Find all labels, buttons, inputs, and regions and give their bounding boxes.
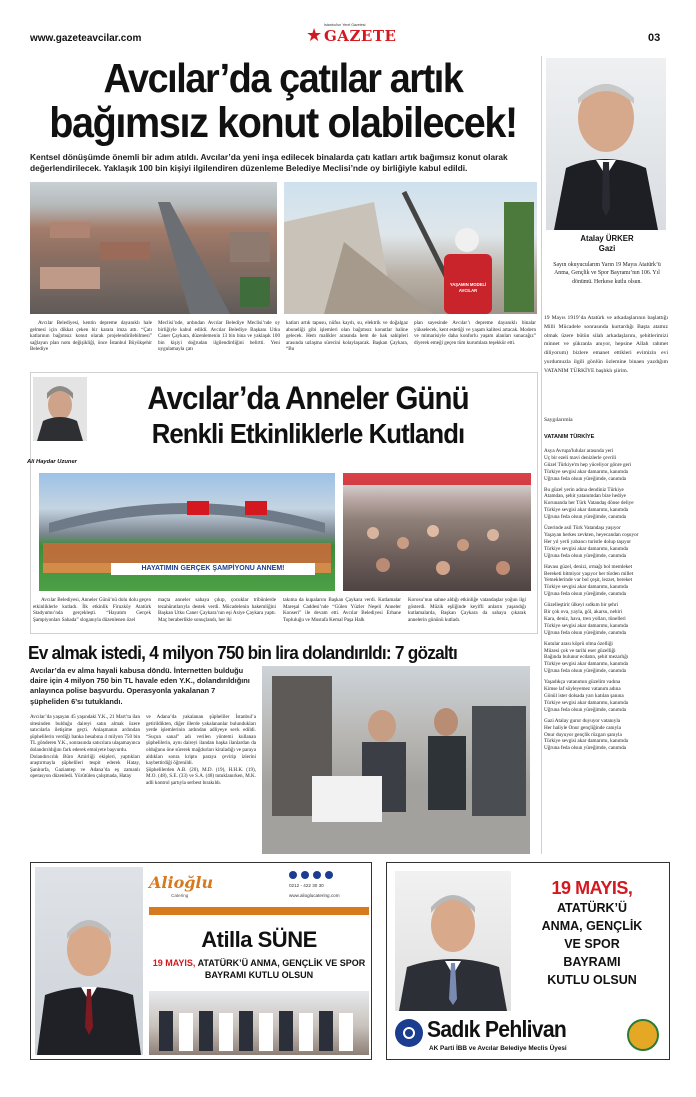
mothers-day-headline-line1: Avcılar’da Anneler Günü <box>147 380 469 416</box>
facebook-icon[interactable] <box>289 871 297 879</box>
lead-body-col-3: katları artık tapusu, nüfus kaydı, su, elektrik ve doğalgaz aboneliği gibi işlemleri olan bağımsız konutlar haline gelecek. Hem malikler arasında hem de hak sahipleri arasında uzlaşma sürecini kolaylaşacak. Başkan Çaykara, “Bu <box>286 320 408 353</box>
ad-right <box>386 862 670 1060</box>
catering-stripe <box>149 907 369 915</box>
page-number: 03 <box>648 32 661 44</box>
columnist-body: 19 Mayıs 1919’da Atatürk ve arkadaşlarının başlattığı Milli Mücadele sonrasında kurtardığı Başta atamız olmak üzere bütün silah arkadaşlarını, şehitlerimizi minnet ve şükranla anıyor, hepsine Allah rahmet diliyorum) bizlere emanet ettikleri evimizin evi yurdumuzla ilgili gönlün özlemine binaen yazdığım VATANIM TÜRKİYE başlıklı şiirim. <box>544 315 668 374</box>
mothers-day-col-4: Korosu’nun sahne aldığı etkinliğe vatandaşlar yoğun ilgi gösterdi. Müzik eşliğinde keyifli anların yaşandığı kutlamalarda, Başkan Çaykara da sahaya çıkarak annelerin gününü kutladı. <box>408 597 526 623</box>
stadium-photo <box>39 473 335 591</box>
lead-headline-line2: bağımsız konut olabilecek! <box>49 99 517 147</box>
poem-stanza: Havası güzel, denizi, ırmağı bol memleket Bereketi bitmiyor yaşıyor her türden millet Yemeklerinde var bol çeşit, lezzet, bereket Türkiye sevgisi akar damarımı, kanımda Uğruna feda olsun yüreğimde, canımda <box>544 563 634 598</box>
lead-body-col-1: Avcılar Belediyesi, kentin depreme dayanıklı hale gelmesi için dikkat çeken bir karara imza attı. “Çatı katlarının bağımsız konut olarak projelendirilebilmesi” sağlayan plan notu değişikliği, önce İstanbul Büyükşehir Belediye <box>30 320 152 353</box>
ad-left-message-text: ATATÜRK’Ü ANMA, GENÇLİK VE SPOR BAYRAMI KUTLU OLSUN <box>197 958 366 980</box>
instagram-icon[interactable] <box>301 871 309 879</box>
ad-right-line2: ANMA, GENÇLİK <box>541 919 643 933</box>
columnist-signoff: Saygılarımla <box>544 417 573 423</box>
concert-crowd-photo <box>343 473 531 591</box>
aerial-city-photo <box>30 182 277 314</box>
fraud-headline: Ev almak istedi, 4 milyon 750 bin lira dolandırıldı: 7 gözaltı <box>28 642 458 663</box>
catering-web[interactable]: www.alioglucatering.com <box>289 893 340 898</box>
mothers-day-col-2: maçta anneler sahaya çıkıp, çocuklar tribünlerde tezahüratlarıyla destek verdi. Mücadelenin hakemliğini Başkan Utku Caner Çaykara’nın eşi Asiye Çaykara yaptı. Maç beraberlikle sonuçlandı, her iki <box>158 597 276 623</box>
ad-right-role: AK Parti İBB ve Avcılar Belediye Meclis Üyesi <box>429 1045 567 1052</box>
worker-vest-text: YAŞAMIN MODELİ AVCILAR <box>449 282 487 293</box>
social-icons <box>289 871 369 881</box>
ad-right-line4: BAYRAMI <box>563 955 621 969</box>
lead-body-col-4: plan sayesinde Avcılar’ı depreme dayanıklı binalar yükselecek, kent estetiği ve yaşam kalitesi artacak. Modern ve mimarisiyle daha konforlu yaşam alanları sunacağız” diyerek emeği geçen tüm kurumlara teşekkür etti. <box>414 320 536 346</box>
poem-stanza: Üzerinde asil Türk Vatandaşı yaşıyor Yaşayan herkes zevkten, heyecandan coşuyor Her yıl yerli yabancı turistle dolup taşıyor Türkiye sevgisi akar damarımı, kanımda Uğruna feda olsun yüreğimde, canımda <box>544 525 639 559</box>
ad-right-date: 19 MAYIS, <box>551 878 633 898</box>
ad-left-message <box>149 957 369 981</box>
fraud-body-col-1: Avcılar’da yaşayan 45 yaşındaki Y.K., 21 Mart’ta ilan sitesinden bulduğu daireyi satın almak üzere satıcılarla iletişime geçti. Anlaşmanın ardından şüphelilerin verdiği banka hesabına 4 milyon 750 bin TL gönderen Y.K., sonrasında satıcılara ulaşamayınca dolandırıldığını fark ederek emniyete başvurdu. Dolandırıcılık Büro Amirliği ekipleri, yaptıkları araştırmayla şüphelileri tespit ederek Hatay, Şanlıurfa, Gaziantep ve Adana’da eş zamanlı operasyon düzenledi. Yürütülen çalışmada, Hatay <box>30 714 140 780</box>
sidebar-divider <box>541 56 542 854</box>
ad-left-name: Atilla SÜNE <box>201 927 317 952</box>
poem-stanza: Bu güzel yerin adına dendiniz Türkiye Atamdan, şehit yatanımdan bize hediye Korunanda her Türk Vatandaş dönse deliye Türkiye sevgisi akar damarımı, kanımda Uğruna feda olsun yüreğimde, canımda <box>544 486 634 521</box>
ad-right-line1: ATATÜRK’Ü <box>556 901 628 915</box>
fraud-subhead: Avcılar’da ev alma hayali kabusa döndü. İnternetten bulduğu daire için 4 milyon 750 bin TL havale eden Y.K., dolandırıldığını anlayınca polise başvurdu. Operasyonla yakalanan 7 şüpheliden 6’sı tutuklandı. <box>30 666 250 706</box>
poem-title: VATANIM TÜRKİYE <box>544 434 595 440</box>
stadium-banner: HAYATIMIN GERÇEK ŞAMPİYONU ANNEM! <box>111 563 315 575</box>
lead-subhead: Kentsel dönüşümde önemli bir adım atıldı. Avcılar’da yeni inşa edilecek binalarda çatı katları artık bağımsız konut olarak değerlendirilecek. Yaklaşık 100 bin kişiyi ilgilendiren düzenleme Belediye Meclisi’nde oy birliğiyle kabul edildi. <box>30 152 508 173</box>
poem-body <box>544 448 670 756</box>
lead-headline-line1: Avcılar’da çatılar artık <box>103 55 463 101</box>
ibb-logo-icon <box>395 1019 423 1047</box>
lead-headline <box>28 56 538 146</box>
columnist-greeting: Sayın okuyucularım Yarın 19 Mayıs Atatürk’ü Anma, Gençlik ve Spor Bayramı’nın 106. Yıl dönümü. Herkese kutlu olsun. <box>553 262 661 285</box>
site-url[interactable]: www.gazeteavcilar.com <box>30 33 142 44</box>
poem-stanza: Kutular arası köprü olma özelliği Müzesi çok ve tarihi eser güzelliği Bağında bulunur ecdatın, şehit mezarlığı Türkiye sevgisi akar damarımı, kanımda Uğruna feda olsun yüreğimde, canımda <box>544 640 629 675</box>
columnist-name: Atalay ÜRKER <box>580 234 634 243</box>
linkedin-icon[interactable] <box>325 871 333 879</box>
mothers-day-headline <box>77 379 539 451</box>
sidebar-column <box>544 56 670 856</box>
ad-left-portrait <box>35 867 143 1055</box>
columnist-photo <box>546 58 666 230</box>
ad-right-name: Sadık Pehlivan <box>427 1016 567 1042</box>
header-bar <box>30 23 670 48</box>
masthead-sub: İstanbul'un Yerel Gazetesi <box>324 23 366 27</box>
poem-stanza: Asya Avrupa'lulular arasında yeri Uç bir ezeli mavi denizlerle çevrili Güzel Türkiye'm hep yüceliyor gönre geri Türkiye sevgisi akar damarımı, kanımda Uğruna feda olsun yüreğimde, canımda <box>544 448 632 482</box>
ad-left-date: 19 MAYIS, <box>152 958 196 968</box>
catering-banner <box>149 869 369 917</box>
ad-right-message <box>517 877 667 989</box>
masthead-logo <box>306 23 397 48</box>
columnist-title: Gazi <box>598 244 616 253</box>
author-name: Ali Haydar Uzuner <box>27 459 77 465</box>
ibb-logo-inner <box>403 1027 415 1039</box>
arrest-photo <box>262 666 530 854</box>
ad-right-line3: VE SPOR <box>564 937 620 951</box>
poem-stanza: Yaşadıkça vatanımın güzelim vadına Kimse laf söyleyemez vatanım adına Gönül ister dolsada yarı katılan şanına Türkiye sevgisi akar damarımı, kanımda Uğruna feda olsun yüreğimde, canımda <box>544 679 628 713</box>
poem-stanza: Gazi Atalay gurur duyuyor vatanıyla Her haliyle Onur gençliğinde canıyla Onur duyuyor gençlik rüzgarı şanıyla Türkiye sevgisi akar damarımı, kanımda Uğruna feda olsun yüreğimde, canımda <box>544 717 628 752</box>
mothers-day-col-3: takıma da kupalarını Başkan Çaykara verdi. Kutlamalar Mareşal Caddesi’nde “Gülen Yüzler Neşeli Anneler Konseri” ile devam etti. Avcılar Belediyesi Erhane Topluluğu ve Mustafa Kemal Paşa Halk <box>283 597 401 623</box>
fraud-body-col-2: ve Adana’da yakalanan şüpheliler İstanbul’a getirildikten, diğer illerde yakalananlar bulundukları yerde işlemlerinin ardından adliyeye sevk edildi. “Suçun sanal” adı verilen yöntemi kullanan şüphelilerin, aynı daireyi ilandan başka ilanlardan da olduğunu öne sürerek mağdurları kiraladığı ve paraya aldıkları sonra kripto paraya çevirip izlerini kaybettirdiği öğrenildi. Şüphelilerden A.B. (20), M.D. (19), H.H.K. (19), M.O. (48), S.E. (33) ve S.A. (48) tutuklanırken, M.K. adli kontrol şartıyla serbest bırakıldı. <box>146 714 256 786</box>
star-icon: ★ <box>306 25 323 45</box>
lead-body-col-2: Meclisi’nde, ardından Avcılar Belediye Meclisi’nde oy birliğiyle kabul edildi. Avcılar Belediye Başkanı Utku Caner Çaykara, düzenlemenin 13 bin bina ve yaklaşık 100 bin kişiyi doğrudan ilgilendirdiğini belirtti. Yeni uygulamayla çatı <box>158 320 280 353</box>
poem-stanza: Güzelleştirir ülkeyi sıdkım bir şehri Bir çok ova, yayla, göl, akarsu, nehiri Kara, deniz, hava, tren yolları, tünelleri Türkiye sevgisi akar damarımı, kanımda Uğruna feda olsun yüreğimde, canımda <box>544 602 628 636</box>
ad-right-line5: KUTLU OLSUN <box>547 973 637 987</box>
catering-logo: Alioğlu <box>149 873 214 892</box>
demolition-photo <box>284 182 537 314</box>
avcilar-logo-icon <box>627 1019 659 1051</box>
masthead-title: GAZETE <box>324 27 397 45</box>
mothers-day-col-1: Avcılar Belediyesi, Anneler Günü’nü dolu dolu geçen etkinliklerle kutladı. İlk etkinlik Firuzköy Atatürk Stadyumu’nda gerçekleşti. “Hayatım Gerçek Şampiyonları Sahada” sloganıyla düzenlenen özel <box>33 597 151 623</box>
catering-phone[interactable]: 0212 - 422 30 30 <box>289 883 324 888</box>
catering-logo-sub: Catering <box>171 893 189 898</box>
twitter-icon[interactable] <box>313 871 321 879</box>
mothers-day-headline-line2: Renkli Etkinliklerle Kutlandı <box>151 418 465 449</box>
ad-left <box>30 862 372 1060</box>
catering-staff-photo <box>149 991 369 1055</box>
mothers-day-section <box>27 372 538 634</box>
ad-right-portrait <box>395 871 511 1011</box>
